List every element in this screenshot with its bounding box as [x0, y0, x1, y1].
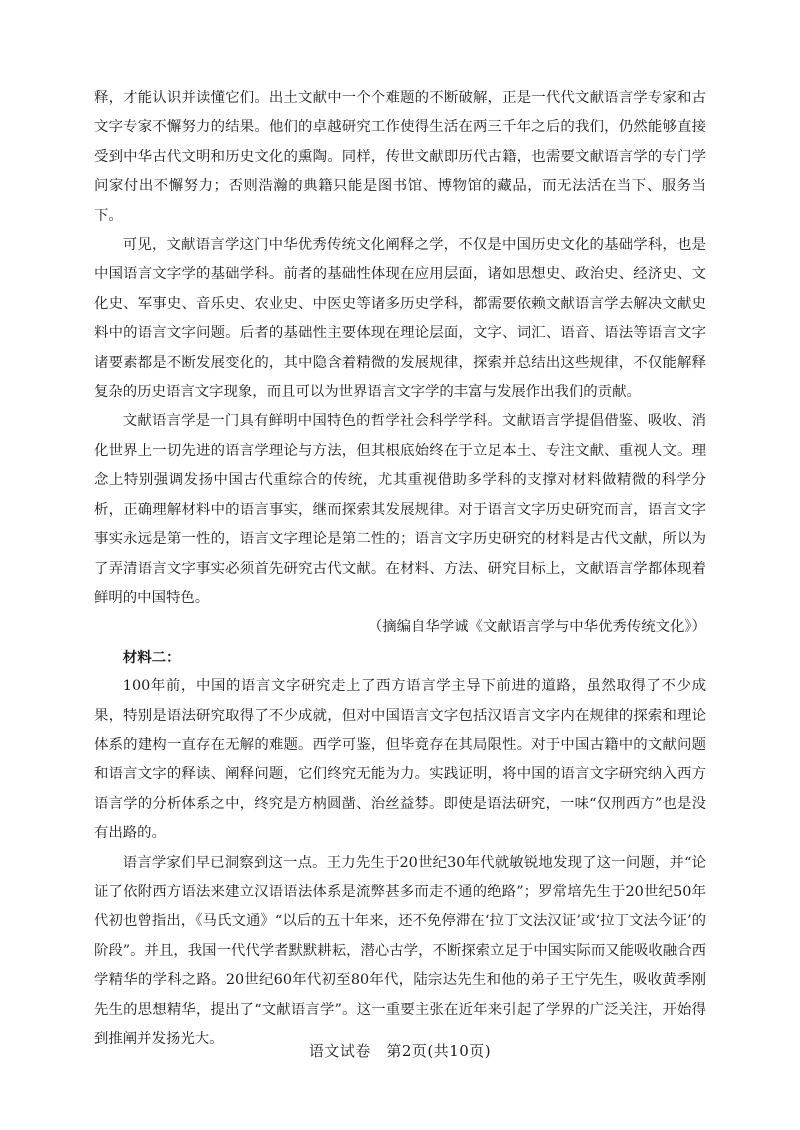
- paragraph-western-linguistics: 100年前，中国的语言文字研究走上了西方语言学主导下前进的道路，虽然取得了不少成果，特别是语法研究取得了不少成就，但对中国语言文字包括汉语言文字内在规律的探索和理论体系的建构一直存在无解的难题。西学可鉴，但毕竟存在其局限性。对于中国古籍中的文献问题和语言文字的释读、阐释问题，它们终究无能为力。实践证明，将中国的语言文字研究纳入西方语言学的分析体系之中，终究是方枘圆凿、治丝益棼。即使是语法研究，一味“仅刑西方”也是没有出路的。: [94, 678, 706, 842]
- paragraph-linguists: 语言学家们早已洞察到这一点。王力先生于20世纪30年代就敏锐地发现了这一问题，并“论证了依附西方语法来建立汉语语法体系是流弊甚多而走不通的绝路”；罗常培先生于20世纪50年代初也曾指出，《马氏文通》“以后的五十年来，还不免停滞在‘拉丁文法汉证’或‘拉丁文法今证’的阶段”。并且，我国一代代学者默默耕耘，潜心古学，不断探索立足于中国实际而又能吸收融合西学精华的学科之路。20世纪60年代初至80年代，陆宗达先生和他的弟子王宁先生，吸收黄季刚先生的思想精华，提出了“文献语言学”。这一重要主张在近年来引起了学界的广泛关注，开始得到推阐并发扬光大。: [94, 854, 706, 1047]
- paragraph-continued: 释，才能认识并读懂它们。出土文献中一个个难题的不断破解，正是一代代文献语言学专家和古文字专家不懈努力的结果。他们的卓越研究工作使得生活在两三千年之后的我们，仍然能够直接受到中华古代文明和历史文化的熏陶。同样，传世文献即历代古籍，也需要文献语言学的专门学问家付出不懈努力；否则浩瀚的典籍只能是图书馆、博物馆的藏品，而无法活在当下、服务当下。: [94, 90, 706, 224]
- section-label-material-two: 材料二：: [122, 648, 181, 666]
- paragraph-characteristics: 文献语言学是一门具有鲜明中国特色的哲学社会科学学科。文献语言学提倡借鉴、吸收、消化世界上一切先进的语言学理论与方法，但其根底始终在于立足本土、专注文献、重视人文。理念上特别强调发扬中国古代重综合的传统，尤其重视借助多学科的支撑对材料做精微的科学分析，正确理解材料中的语言事实，继而探索其发展规律。对于语言文字历史研究而言，语言文字事实永远是第一性的，语言文字理论是第二性的；语言文字历史研究的材料是古代文献，所以为了弄清语言文字事实必须首先研究古代文献。在材料、方法、研究目标上，文献语言学都体现着鲜明的中国特色。: [94, 413, 706, 606]
- page-footer: 语文试卷 第2页(共10页): [308, 1042, 492, 1060]
- page-body: [94, 84, 706, 1054]
- source-citation: （摘编自华学诚《文献语言学与中华优秀传统文化》）: [367, 619, 706, 636]
- paragraph-foundation: 可见，文献语言学这门中华优秀传统文化阐释之学，不仅是中国历史文化的基础学科，也是中国语言文字学的基础学科。前者的基础性体现在应用层面，诸如思想史、政治史、经济史、文化史、军事史、音乐史、农业史、中医史等诸多历史学科，都需要依赖文献语言学去解决文献史料中的语言文字问题。后者的基础性主要体现在理论层面，文字、词汇、语音、语法等语言文字诸要素都是不断发展变化的，其中隐含着精微的发展规律，探索并总结出这些规律，不仅能解释复杂的历史语言文字现象，而且可以为世界语言文字学的丰富与发展作出我们的贡献。: [94, 237, 706, 401]
